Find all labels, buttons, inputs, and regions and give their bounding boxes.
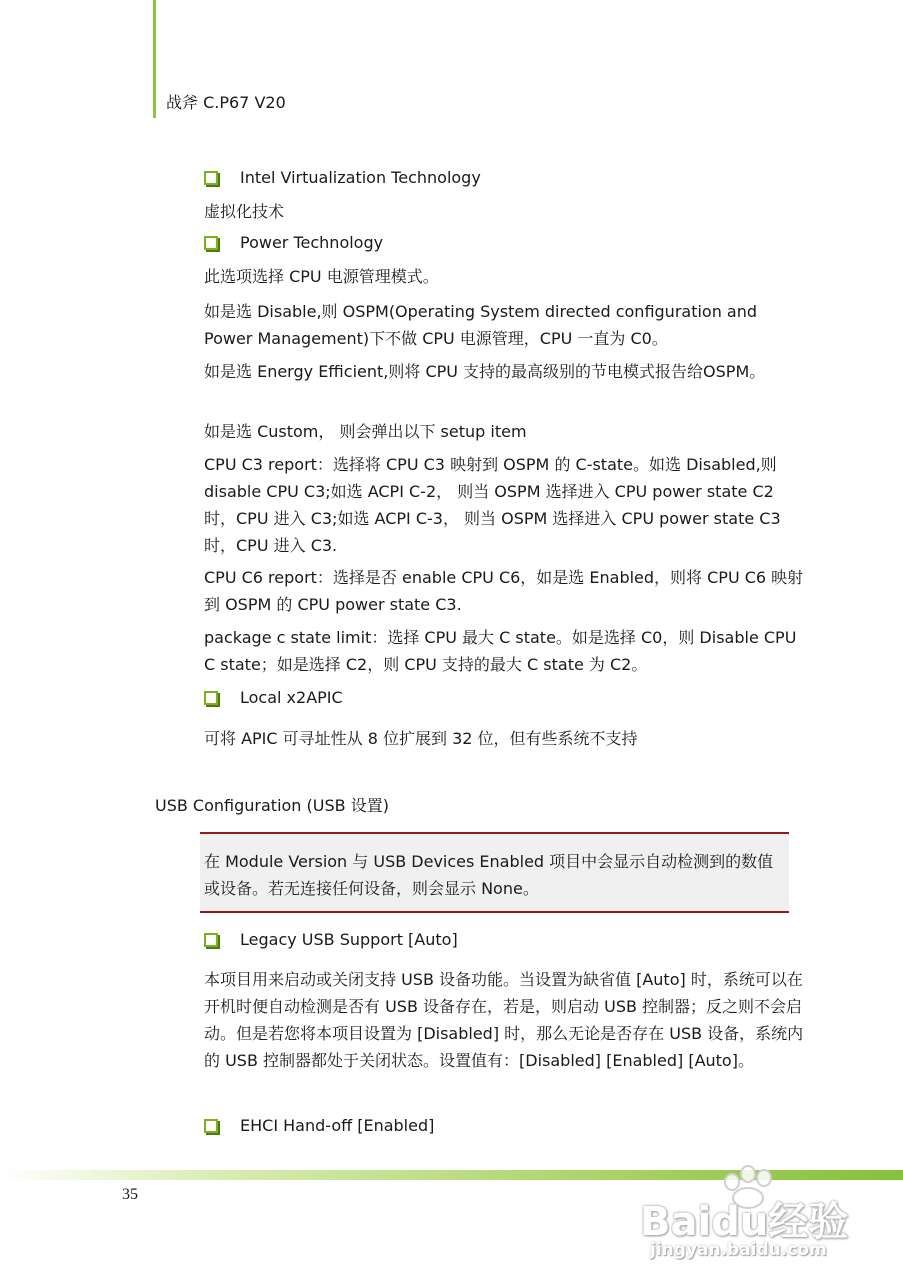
watermark-logo: Baidu经验 — [640, 1199, 849, 1245]
checkbox-bullet-icon — [204, 236, 218, 250]
item-ehci-title: EHCI Hand-off [Enabled] — [240, 1116, 435, 1135]
baidu-watermark — [640, 1165, 890, 1275]
power-tech-para-3: 如是选 Energy Efficient,则将 CPU 支持的最高级别的节电模式报告给OSPM。 — [204, 362, 766, 381]
item-power-tech — [204, 233, 383, 252]
power-tech-para-1: 此选项选择 CPU 电源管理模式。 — [204, 267, 439, 286]
checkbox-bullet-icon — [204, 691, 218, 705]
power-tech-para-6: CPU C6 report：选择是否 enable CPU C6，如是选 Enabled，则将 CPU C6 映射到 OSPM 的 CPU power state C3. — [204, 568, 804, 614]
page-number: 35 — [122, 1186, 138, 1203]
item-ehci — [204, 1116, 434, 1135]
checkbox-bullet-icon — [204, 171, 218, 185]
item-legacy-usb-title: Legacy USB Support [Auto] — [240, 930, 458, 949]
checkbox-bullet-icon — [204, 933, 218, 947]
usb-note-box — [200, 832, 789, 913]
item-ivt — [204, 168, 481, 187]
header-accent-line — [153, 0, 156, 118]
item-ivt-desc: 虚拟化技术 — [204, 202, 285, 221]
watermark-url: jingyan.baidu.com — [650, 1240, 827, 1260]
item-power-tech-title: Power Technology — [240, 233, 384, 252]
page-header: 战斧 C.P67 V20 — [166, 93, 286, 112]
item-x2apic-desc: 可将 APIC 可寻址性从 8 位扩展到 32 位，但有些系统不支持 — [204, 729, 638, 748]
section-title-usb: USB Configuration (USB 设置) — [155, 796, 389, 815]
power-tech-para-5: CPU C3 report：选择将 CPU C3 映射到 OSPM 的 C-state。如选 Disabled,则 disable CPU C3;如选 ACPI C-2， 则当 OSPM 选择进入 CPU power state C2 时，CPU 进入 C3;如选 ACPI C-3， 则当 OSPM 选择进入 CPU power state C3 时，CPU 进入 C3. — [204, 455, 781, 555]
item-ivt-title: Intel Virtualization Technology — [240, 168, 481, 187]
usb-note-text: 在 Module Version 与 USB Devices Enabled 项目中会显示自动检测到的数值或设备。若无连接任何设备，则会显示 None。 — [204, 852, 774, 898]
checkbox-bullet-icon — [204, 1119, 218, 1133]
item-x2apic — [204, 688, 343, 707]
power-tech-para-2: 如是选 Disable,则 OSPM(Operating System directed configuration and Power Management)下不做 CPU 电源管理，CPU 一直为 C0。 — [204, 302, 758, 348]
item-x2apic-title: Local x2APIC — [240, 688, 343, 707]
legacy-usb-desc: 本项目用来启动或关闭支持 USB 设备功能。当设置为缺省值 [Auto] 时，系统可以在开机时便自动检测是否有 USB 设备存在，若是，则启动 USB 控制器；反之则不会启动。但是若您将本项目设置为 [Disabled] 时，那么无论是否存在 USB 设备，系统内的 USB 控制器都处于关闭状态。设置值有：[Disabled] [Enabled] [Auto]。 — [204, 970, 804, 1070]
item-legacy-usb — [204, 930, 458, 949]
power-tech-para-4: 如是选 Custom， 则会弹出以下 setup item — [204, 422, 527, 441]
power-tech-para-7: package c state limit：选择 CPU 最大 C state。如是选择 C0，则 Disable CPU C state；如是选择 C2，则 CPU 支持的最大 C state 为 C2。 — [204, 628, 797, 674]
